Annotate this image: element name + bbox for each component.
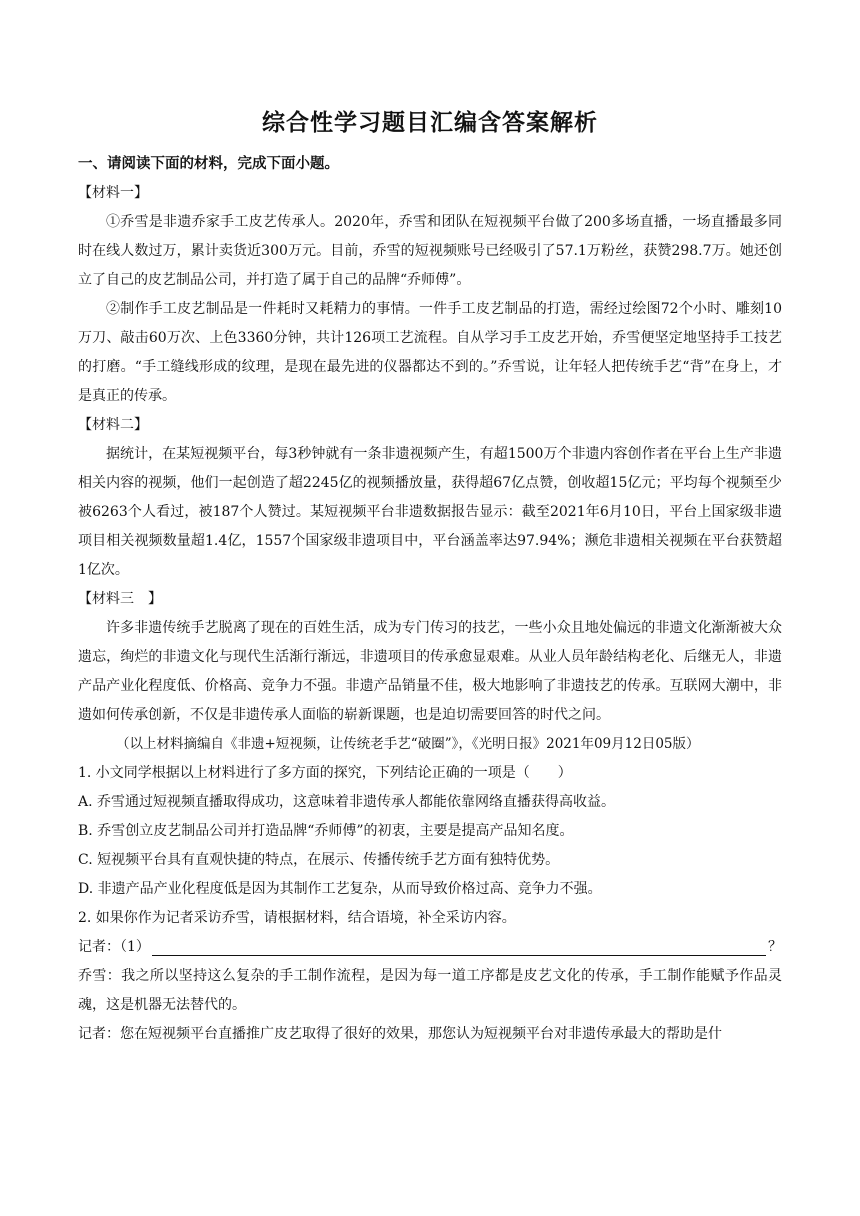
- question-1-option-a: A. 乔雪通过短视频直播取得成功，这意味着非遗传承人都能依靠网络直播获得高收益。: [78, 794, 616, 810]
- interview-question-2: 记者：您在短视频平台直播推广皮艺取得了很好的效果，那您认为短视频平台对非遗传承最大的帮助是什: [78, 1026, 722, 1042]
- material1-paragraph-1: ①乔雪是非遗乔家手工皮艺传承人。2020年，乔雪和团队在短视频平台做了200多场直播，一场直播最多同时在线人数过万，累计卖货近300万元。目前，乔雪的短视频账号已经吸引了57.1万粉丝，获赞298.7万。她还创立了自己的皮艺制品公司，并打造了属于自己的品牌“乔师傅”。: [78, 214, 782, 288]
- material2-paragraph-1: 据统计，在某短视频平台，每3秒钟就有一条非遗视频产生，有超1500万个非遗内容创作者在平台上生产非遗相关内容的视频，他们一起创造了超2245亿的视频播放量，获得超67亿点赞，创收超15亿元；平均每个视频至少被6263个人看过，被187个人赞过。某短视频平台非遗数据报告显示：截至2021年6月10日，平台上国家级非遗项目相关视频数量超1.4亿，1557个国家级非遗项目中，平台涵盖率达97.94%；濒危非遗相关视频在平台获赞超1亿次。: [78, 446, 782, 578]
- question-1-option-d: D. 非遗产品产业化程度低是因为其制作工艺复杂，从而导致价格过高、竞争力不强。: [78, 881, 602, 897]
- question-1-option-c: C. 短视频平台具有直观快捷的特点，在展示、传播传统手艺方面有独特优势。: [78, 852, 560, 868]
- material3-paragraph-1: 许多非遗传统手艺脱离了现在的百姓生活，成为专门传习的技艺，一些小众且地处偏远的非遗文化渐渐被大众遗忘，绚烂的非遗文化与现代生活渐行渐远，非遗项目的传承愈显艰难。从业人员年龄结构老化、后继无人，非遗产品产业化程度低、价格高、竞争力不强。非遗产品销量不佳，极大地影响了非遗技艺的传承。互联网大潮中，非遗如何传承创新，不仅是非遗传承人面临的崭新课题，也是迫切需要回答的时代之问。: [78, 620, 782, 723]
- source-citation: （以上材料摘编自《非遗+短视频，让传统老手艺“破圈”》，《光明日报》2021年09月12日05版）: [116, 736, 700, 752]
- question-1-option-b: B. 乔雪创立皮艺制品公司并打造品牌“乔师傅”的初衷，主要是提高产品知名度。: [78, 823, 574, 839]
- question-2-stem: 2. 如果你作为记者采访乔雪，请根据材料，结合语境，补全采访内容。: [78, 910, 516, 926]
- interview-answer-qiaoxue: 乔雪：我之所以坚持这么复杂的手工制作流程，是因为每一道工序都是皮艺文化的传承，手工制作能赋予作品灵魂，这是机器无法替代的。: [78, 968, 782, 1013]
- answer-line-1: [78, 933, 782, 962]
- answer-line-1-prefix: 记者：（1）: [78, 939, 150, 955]
- material3-label: 【材料三 】: [78, 591, 162, 607]
- material1-label: 【材料一】: [78, 185, 148, 201]
- document-title: 综合性学习题目汇编含答案解析: [262, 110, 598, 136]
- answer-line-1-suffix: ？: [768, 939, 782, 955]
- document-body: [78, 150, 782, 1049]
- material1-paragraph-2: ②制作手工皮艺制品是一件耗时又耗精力的事情。一件手工皮艺制品的打造，需经过绘图72个小时、雕刻10万刀、敲击60万次、上色3360分钟，共计126项工艺流程。自从学习手工皮艺开始，乔雪便坚定地坚持手工技艺的打磨。“手工缝线形成的纹理，是现在最先进的仪器都达不到的。”乔雪说，让年轻人把传统手艺“背”在身上，才是真正的传承。: [78, 301, 782, 404]
- section-heading: 一、请阅读下面的材料，完成下面小题。: [78, 156, 339, 172]
- material2-label: 【材料二】: [78, 417, 148, 433]
- answer-blank-1[interactable]: [152, 935, 766, 956]
- question-1-stem: 1. 小文同学根据以上材料进行了多方面的探究，下列结论正确的一项是（ ）: [78, 765, 572, 781]
